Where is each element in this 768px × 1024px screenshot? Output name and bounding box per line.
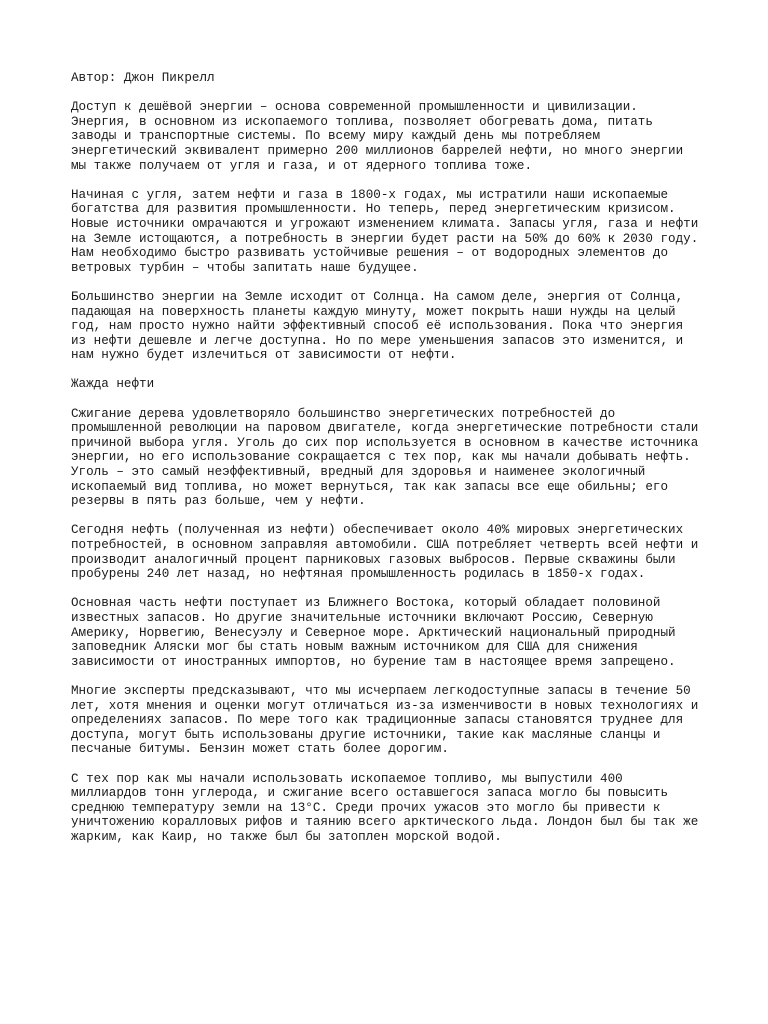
text-line: песчаные битумы. Бензин может стать более дорогим. <box>71 742 449 757</box>
text-line: жарким, как Каир, но также был бы затоплен морской водой. <box>71 829 502 844</box>
paragraph <box>71 684 711 757</box>
document-page <box>71 71 711 859</box>
text-line: падающая на поверхность планеты каждую минуту, может покрыть наши нужды на целый <box>71 304 676 319</box>
text-line: на Земле истощаются, а потребность в энергии будет расти на 50% до 60% к 2030 году. <box>71 231 699 246</box>
text-line: Уголь – это самый неэффективный, вредный для здоровья и наименее экологичный <box>71 465 646 480</box>
text-line: Нам необходимо быстро развивать устойчивые решения – от водородных элементов до <box>71 246 669 261</box>
text-line: ископаемый вид топлива, но может вернуться, так как запасы все еще обильны; его <box>71 479 669 494</box>
text-line: мы также получаем от угля и газа, и от ядерного топлива тоже. <box>71 158 533 173</box>
paragraph <box>71 100 711 173</box>
text-line: зависимости от иностранных импортов, но бурение там в настоящее время запрещено. <box>71 654 676 669</box>
text-line: среднюю температуру земли на 13°C. Среди прочих ужасов это могло бы привести к <box>71 800 661 815</box>
text-line: богатства для развития промышленности. Но теперь, перед энергетическим кризисом. <box>71 202 676 217</box>
text-line: причиной выбора угля. Уголь до сих пор используется в основном в качестве источника <box>71 435 699 450</box>
text-line: Доступ к дешёвой энергии – основа современной промышленности и цивилизации. <box>71 100 638 115</box>
paragraph <box>71 523 711 581</box>
text-line: нам нужно будет излечиться от зависимости от нефти. <box>71 348 457 363</box>
paragraph <box>71 188 711 276</box>
text-line: из нефти дешевле и легче доступна. Но по мере уменьшения запасов это изменится, и <box>71 333 684 348</box>
text-line: заповедник Аляски мог бы стать новым важным источником для США для снижения <box>71 640 638 655</box>
text-line: заводы и транспортные системы. По всему миру каждый день мы потребляем <box>71 129 601 144</box>
text-line: энергии, но его использование сокращается с тех пор, как мы начали добывать нефть. <box>71 450 691 465</box>
text-line: Жажда нефти <box>71 377 155 392</box>
text-line: ветровых турбин – чтобы запитать наше будущее. <box>71 260 419 275</box>
section-heading <box>71 377 711 392</box>
author-text: Автор: Джон Пикрелл <box>71 71 215 85</box>
text-line: доступа, могут быть использованы другие источники, такие как масляные сланцы и <box>71 727 661 742</box>
text-line: Сжигание дерева удовлетворяло большинство энергетических потребностей до <box>71 406 616 421</box>
text-line: пробурены 240 лет назад, но нефтяная промышленность родилась в 1850-х годах. <box>71 567 646 582</box>
author-line <box>71 71 711 86</box>
text-line: Америку, Норвегию, Венесуэлу и Северное море. Арктический национальный природный <box>71 625 676 640</box>
text-line: Большинство энергии на Земле исходит от Солнца. На самом деле, энергия от Солнца, <box>71 289 684 304</box>
text-line: Энергия, в основном из ископаемого топлива, позволяет обогревать дома, питать <box>71 114 653 129</box>
text-line: Многие эксперты предсказывают, что мы исчерпаем легкодоступные запасы в течение 50 <box>71 683 691 698</box>
text-line: промышленной революции на паровом двигателе, когда энергетические потребности стали <box>71 421 699 436</box>
text-line: энергетический эквивалент примерно 200 миллионов баррелей нефти, но много энергии <box>71 143 684 158</box>
text-line: Основная часть нефти поступает из Ближнего Востока, который обладает половиной <box>71 596 661 611</box>
paragraph <box>71 596 711 669</box>
paragraph <box>71 772 711 845</box>
text-line: миллиардов тонн углерода, и сжигание всего оставшегося запаса могло бы повысить <box>71 786 669 801</box>
document-body <box>71 100 711 844</box>
text-line: известных запасов. Но другие значительные источники включают Россию, Северную <box>71 610 653 625</box>
text-line: уничтожению коралловых рифов и таянию всего арктического льда. Лондон был бы так же <box>71 815 699 830</box>
paragraph <box>71 290 711 363</box>
text-line: производит аналогичный процент парниковых газовых выбросов. Первые скважины были <box>71 552 676 567</box>
text-line: Начиная с угля, затем нефти и газа в 1800-х годах, мы истратили наши ископаемые <box>71 187 669 202</box>
text-line: С тех пор как мы начали использовать ископаемое топливо, мы выпустили 400 <box>71 771 623 786</box>
text-line: Сегодня нефть (полученная из нефти) обеспечивает около 40% мировых энергетических <box>71 523 684 538</box>
text-line: потребностей, в основном заправляя автомобили. США потребляет четверть всей нефти и <box>71 538 699 552</box>
paragraph <box>71 407 711 509</box>
text-line: определениях запасов. По мере того как традиционные запасы становятся труднее для <box>71 713 684 728</box>
text-line: год, нам просто нужно найти эффективный способ её использования. Пока что энергия <box>71 319 684 334</box>
text-line: резервы в пять раз больше, чем у нефти. <box>71 494 366 509</box>
text-line: Новые источники омрачаются и угрожают изменением климата. Запасы угля, газа и нефти <box>71 216 699 231</box>
text-line: лет, хотя мнения и оценки могут отличаться из-за изменчивости в новых технологиях и <box>71 698 699 713</box>
